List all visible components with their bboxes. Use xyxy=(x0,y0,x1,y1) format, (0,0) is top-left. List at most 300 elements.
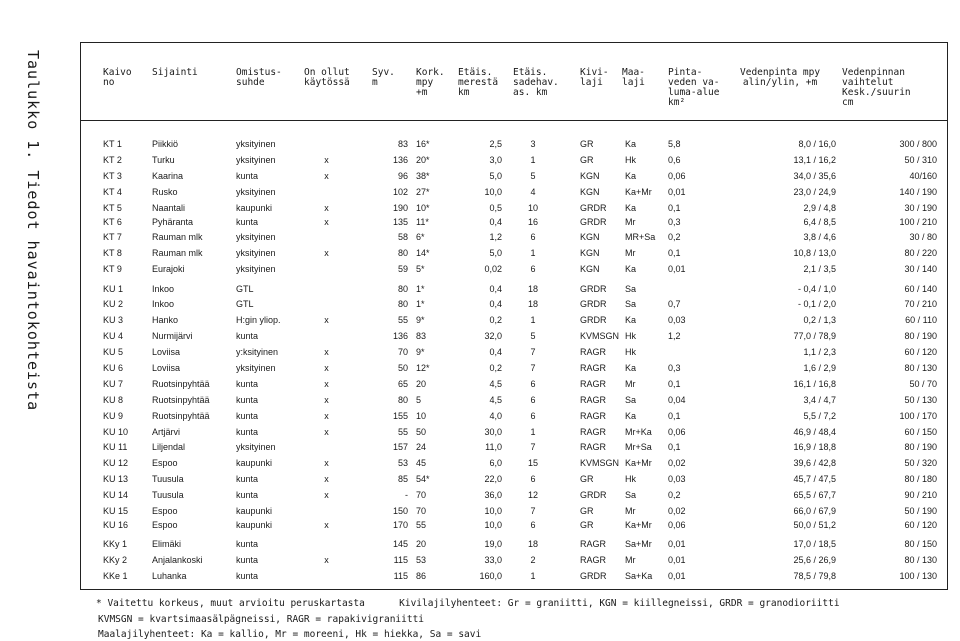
table-cell: 0,01 xyxy=(668,187,686,197)
table-cell: 6,0 xyxy=(489,458,502,468)
table-cell: KU 11 xyxy=(103,442,128,452)
table-cell: 115 xyxy=(393,571,408,581)
table-cell: 38* xyxy=(416,171,430,181)
table-cell: 22,0 xyxy=(484,474,502,484)
table-cell: 5,8 xyxy=(668,139,681,149)
table-cell: 77,0 / 78,9 xyxy=(793,331,836,341)
table-cell: kunta xyxy=(236,171,259,181)
table-cell: kaupunki xyxy=(236,458,273,468)
table-cell: Mr+Ka xyxy=(625,427,652,437)
table-cell: 20* xyxy=(416,155,430,165)
column-header: Sijainti xyxy=(152,67,198,78)
table-cell: kaupunki xyxy=(236,203,273,213)
table-cell: Espoo xyxy=(152,458,178,468)
table-cell: GR xyxy=(580,520,594,530)
table-cell: 7 xyxy=(530,442,536,452)
table-cell: 10* xyxy=(416,203,430,213)
table-cell: 6 xyxy=(530,232,536,242)
table-cell: 86 xyxy=(416,571,427,581)
table-cell: Hk xyxy=(625,347,636,357)
table-cell: 25,6 / 26,9 xyxy=(793,555,836,565)
table-cell: - 0,1 / 2,0 xyxy=(797,299,836,309)
table-cell: 3,0 xyxy=(489,155,502,165)
table-cell: KT 1 xyxy=(103,139,122,149)
table-cell: RAGR xyxy=(580,442,607,452)
table-cell: KU 7 xyxy=(103,379,124,389)
table-cell: Rusko xyxy=(152,187,178,197)
table-cell: yksityinen xyxy=(236,264,276,274)
table-cell: 5* xyxy=(416,264,425,274)
table-cell: Hanko xyxy=(152,315,179,325)
table-cell: Mr xyxy=(625,217,636,227)
table-cell: KGN xyxy=(580,264,600,274)
table-cell: Ruotsinpyhtää xyxy=(152,411,210,421)
table-cell: GRDR xyxy=(580,315,607,325)
table-cell: 80 xyxy=(397,299,408,309)
table-cell: yksityinen xyxy=(236,139,276,149)
table-cell: 30,0 xyxy=(484,427,502,437)
table-cell: 0,3 xyxy=(668,217,681,227)
table-cell: 160,0 xyxy=(479,571,502,581)
table-cell: 27* xyxy=(416,187,430,197)
table-cell: KU 1 xyxy=(103,284,124,294)
table-cell: Sa xyxy=(625,490,637,500)
table-cell: 59 xyxy=(397,264,408,274)
table-cell: 17,0 / 18,5 xyxy=(793,539,836,549)
table-cell: 1 xyxy=(530,315,536,325)
table-cell: Ka+Mr xyxy=(625,187,652,197)
table-cell: Loviisa xyxy=(152,347,181,357)
table-cell: 0,2 xyxy=(668,232,681,242)
table-cell: 50 / 130 xyxy=(904,395,937,405)
table-cell: 100 / 210 xyxy=(899,217,937,227)
table-cell: Tuusula xyxy=(152,490,184,500)
table-cell: 80 / 150 xyxy=(904,539,937,549)
table-cell: 18 xyxy=(527,284,538,294)
table-cell: KGN xyxy=(580,232,600,242)
table-cell: 10,0 xyxy=(484,187,502,197)
table-cell: 50 / 320 xyxy=(904,458,937,468)
table-cell: Ka xyxy=(625,139,637,149)
table-cell: KKy 1 xyxy=(103,539,128,549)
column-header: Vedenpinnan vaihtelut Kesk./suurin cm xyxy=(842,67,911,108)
table-cell: 7 xyxy=(530,363,536,373)
table-cell: x xyxy=(324,474,329,484)
table-cell: 0,7 xyxy=(668,299,681,309)
table-cell: x xyxy=(324,248,329,258)
table-cell: 0,01 xyxy=(668,539,686,549)
table-cell: KU 12 xyxy=(103,458,129,468)
table-cell: Inkoo xyxy=(152,299,175,309)
table-cell: KU 2 xyxy=(103,299,124,309)
table-cell: RAGR xyxy=(580,363,607,373)
footnote-line: Maalajilyhenteet: Ka = kallio, Mr = moreeni, Hk = hiekka, Sa = savi xyxy=(98,629,482,640)
table-cell: 80 / 220 xyxy=(904,248,937,258)
table-cell: 30 / 190 xyxy=(904,203,937,213)
table-cell: GR xyxy=(580,155,594,165)
table-cell: 135 xyxy=(392,217,408,227)
table-cell: 4,0 xyxy=(489,411,502,421)
table-cell: 80 / 190 xyxy=(904,331,937,341)
table-cell: KGN xyxy=(580,171,600,181)
table-cell: 96 xyxy=(397,171,408,181)
table-cell: KU 13 xyxy=(103,474,129,484)
table-cell: KU 3 xyxy=(103,315,124,325)
table-cell: kunta xyxy=(236,571,259,581)
table-cell: Sa xyxy=(625,284,637,294)
table-cell: GRDR xyxy=(580,490,607,500)
table-cell: Mr+Sa xyxy=(625,442,652,452)
table-cell: 5,5 / 7,2 xyxy=(803,411,836,421)
table-cell: 80 xyxy=(397,284,408,294)
table-cell: Hk xyxy=(625,331,636,341)
table-cell: 1,1 / 2,3 xyxy=(803,347,836,357)
table-cell: kaupunki xyxy=(236,520,273,530)
table-cell: yksityinen xyxy=(236,187,276,197)
table-cell: 5 xyxy=(530,171,536,181)
table-cell: 6 xyxy=(530,520,536,530)
table-cell: Ka xyxy=(625,171,637,181)
table-cell: KGN xyxy=(580,248,600,258)
table-cell: 1* xyxy=(416,299,425,309)
table-cell: x xyxy=(324,555,329,565)
table-cell: Ka xyxy=(625,411,637,421)
table-cell: KU 15 xyxy=(103,506,129,516)
table-cell: KU 16 xyxy=(103,520,129,530)
table-cell: 90 / 210 xyxy=(904,490,937,500)
footnote-line: KVMSGN = kvartsimaasälpägneissi, RAGR = rapakivigraniitti xyxy=(98,614,425,625)
table-cell: 0,1 xyxy=(668,203,681,213)
table-cell: 55 xyxy=(397,427,408,437)
table-cell: 60 / 120 xyxy=(904,520,937,530)
table-cell: KT 2 xyxy=(103,155,122,165)
table-cell: GR xyxy=(580,506,594,516)
table-cell: KU 4 xyxy=(103,331,124,341)
table-cell: 50 xyxy=(397,363,408,373)
table-cell: 190 xyxy=(392,203,408,213)
table-cell: 80 / 130 xyxy=(904,363,937,373)
table-cell: 46,9 / 48,4 xyxy=(793,427,836,437)
table-cell: 80 / 190 xyxy=(904,442,937,452)
table-cell: x xyxy=(324,379,329,389)
table-cell: 8,0 / 16,0 xyxy=(798,139,836,149)
table-cell: Tuusula xyxy=(152,474,184,484)
table-cell: 0,2 / 1,3 xyxy=(803,315,836,325)
table-cell: 2 xyxy=(530,555,536,565)
table-cell: 60 / 150 xyxy=(904,427,937,437)
table-cell: 102 xyxy=(392,187,408,197)
table-cell: 0,5 xyxy=(489,203,502,213)
table-cell: 0,03 xyxy=(668,474,686,484)
table-cell: 16,1 / 16,8 xyxy=(793,379,836,389)
table-cell: 20 xyxy=(416,539,427,549)
table-cell: Ka xyxy=(625,363,637,373)
column-header: Etäis. sadehav. as. km xyxy=(513,67,559,98)
table-cell: 4,5 xyxy=(489,379,502,389)
table-cell: 50 / 190 xyxy=(904,506,937,516)
table-cell: KT 6 xyxy=(103,217,122,227)
column-header: Pinta- veden va- luma-alue km² xyxy=(668,67,720,108)
table-cell: KU 8 xyxy=(103,395,124,405)
table-cell: 10,8 / 13,0 xyxy=(793,248,836,258)
table-cell: 7 xyxy=(530,347,536,357)
table-cell: GTL xyxy=(236,299,254,309)
table-cell: 0,04 xyxy=(668,395,686,405)
table-cell: 1,2 xyxy=(668,331,681,341)
table-cell: 15 xyxy=(527,458,538,468)
table-cell: x xyxy=(324,458,329,468)
table-cell: KU 14 xyxy=(103,490,129,500)
column-header: Kivi- laji xyxy=(580,67,609,88)
table-cell: Ka xyxy=(625,315,637,325)
table-cell: RAGR xyxy=(580,395,607,405)
table-cell: 83 xyxy=(397,139,408,149)
table-cell: 0,1 xyxy=(668,411,681,421)
table-cell: 6* xyxy=(416,232,425,242)
column-header: Kork. mpy +m xyxy=(416,67,445,98)
table-cell: 0,4 xyxy=(489,217,502,227)
table-cell: KU 6 xyxy=(103,363,124,373)
table-cell: 34,0 / 35,6 xyxy=(793,171,836,181)
table-cell: RAGR xyxy=(580,347,607,357)
table-cell: 5,0 xyxy=(489,171,502,181)
table-cell: 100 / 170 xyxy=(899,411,937,421)
table-cell: 18 xyxy=(527,539,538,549)
table-cell: yksityinen xyxy=(236,363,276,373)
table-cell: yksityinen xyxy=(236,155,276,165)
table-cell: 0,06 xyxy=(668,520,686,530)
table-cell: Eurajoki xyxy=(152,264,185,274)
table-cell: 3 xyxy=(530,139,536,149)
table-cell: x xyxy=(324,203,329,213)
table-cell: KVMSGN xyxy=(580,458,620,468)
table-cell: 1* xyxy=(416,284,425,294)
column-header: Etäis. merestä km xyxy=(458,67,499,98)
table-cell: 23,0 / 24,9 xyxy=(793,187,836,197)
table-cell: kaupunki xyxy=(236,506,273,516)
table-cell: 0,1 xyxy=(668,442,681,452)
table-cell: Loviisa xyxy=(152,363,181,373)
table-cell: Ka xyxy=(625,264,637,274)
column-header: Syv. m xyxy=(372,67,395,88)
table-cell: 100 / 130 xyxy=(899,571,937,581)
table-cell: 145 xyxy=(392,539,408,549)
table-cell: 5 xyxy=(530,331,536,341)
table-cell: KKe 1 xyxy=(103,571,128,581)
table-cell: GRDR xyxy=(580,299,607,309)
table-cell: 0,06 xyxy=(668,427,686,437)
table-cell: 155 xyxy=(392,411,408,421)
table-cell: Pyhäranta xyxy=(152,217,194,227)
table-cell: 33,0 xyxy=(484,555,502,565)
table-cell: 140 / 190 xyxy=(899,187,937,197)
table-cell: 9* xyxy=(416,315,425,325)
table-cell: Ka+Mr xyxy=(625,458,652,468)
table-cell: 1,6 / 2,9 xyxy=(803,363,836,373)
table-cell: Hk xyxy=(625,155,636,165)
table-cell: x xyxy=(324,315,329,325)
table-cell: 11,0 xyxy=(485,442,502,452)
table-cell: Espoo xyxy=(152,506,178,516)
header-divider xyxy=(80,120,948,121)
table-cell: 16 xyxy=(527,217,538,227)
table-cell: 9* xyxy=(416,347,425,357)
table-cell: 0,01 xyxy=(668,571,686,581)
table-cell: GRDR xyxy=(580,203,607,213)
table-cell: RAGR xyxy=(580,411,607,421)
table-cell: 150 xyxy=(392,506,408,516)
table-cell: 16,9 / 18,8 xyxy=(793,442,836,452)
table-cell: 78,5 / 79,8 xyxy=(793,571,836,581)
table-cell: 2,5 xyxy=(489,139,502,149)
table-cell: 0,02 xyxy=(668,506,686,516)
table-cell: 50 xyxy=(416,427,427,437)
table-cell: GRDR xyxy=(580,284,607,294)
table-cell: Piikkiö xyxy=(152,139,179,149)
table-cell: 12* xyxy=(416,363,430,373)
table-cell: 14* xyxy=(416,248,430,258)
table-cell: 1 xyxy=(530,155,536,165)
table-cell: 45 xyxy=(416,458,427,468)
table-cell: 13,1 / 16,2 xyxy=(793,155,836,165)
table-cell: 53 xyxy=(416,555,427,565)
table-cell: Mr xyxy=(625,379,636,389)
column-header: Kaivo no xyxy=(103,67,132,88)
table-cell: 18 xyxy=(527,299,538,309)
table-cell: x xyxy=(324,347,329,357)
table-cell: 2,9 / 4,8 xyxy=(803,203,836,213)
table-cell: Anjalankoski xyxy=(152,555,203,565)
table-cell: Sa+Mr xyxy=(625,539,652,549)
table-cell: 6 xyxy=(530,411,536,421)
table-cell: 4 xyxy=(530,187,536,197)
table-cell: x xyxy=(324,155,329,165)
table-cell: Kaarina xyxy=(152,171,184,181)
table-title: Taulukko 1. Tiedot havaintokohteista xyxy=(24,50,42,412)
footnote-line: * Vaitettu korkeus, muut arvioitu peruskartasta Kivilajilyhenteet: Gr = graniitti, KGN = kiillegneissi, GRDR = granodioriitti xyxy=(96,598,840,609)
table-cell: Liljendal xyxy=(152,442,186,452)
table-cell: 70 xyxy=(397,347,408,357)
table-cell: Espoo xyxy=(152,520,178,530)
table-cell: 1 xyxy=(530,427,536,437)
table-cell: kunta xyxy=(236,539,259,549)
table-cell: kunta xyxy=(236,490,259,500)
table-cell: 7 xyxy=(530,506,536,516)
table-cell: 50,0 / 51,2 xyxy=(793,520,836,530)
column-header: Maa- laji xyxy=(622,67,645,88)
table-cell: kunta xyxy=(236,395,259,405)
table-cell: GR xyxy=(580,474,594,484)
table-cell: kunta xyxy=(236,379,259,389)
table-cell: 60 / 140 xyxy=(904,284,937,294)
table-cell: 85 xyxy=(397,474,408,484)
table-cell: Mr xyxy=(625,248,636,258)
table-cell: Ka xyxy=(625,203,637,213)
table-cell: Sa xyxy=(625,395,637,405)
table-cell: 65 xyxy=(397,379,408,389)
table-cell: 39,6 / 42,8 xyxy=(793,458,836,468)
table-cell: KU 9 xyxy=(103,411,124,421)
table-cell: 19,0 xyxy=(484,539,502,549)
table-cell: RAGR xyxy=(580,555,607,565)
table-cell: 0,3 xyxy=(668,363,681,373)
table-cell: 6 xyxy=(530,395,536,405)
table-cell: 1 xyxy=(530,571,536,581)
table-cell: 6 xyxy=(530,379,536,389)
table-cell: KT 3 xyxy=(103,171,122,181)
table-cell: Turku xyxy=(152,155,175,165)
table-cell: 157 xyxy=(392,442,408,452)
table-cell: 6,4 / 8,5 xyxy=(803,217,836,227)
table-cell: 0,01 xyxy=(668,264,686,274)
table-cell: 60 / 110 xyxy=(905,315,937,325)
table-cell: 30 / 80 xyxy=(909,232,937,242)
table-cell: 50 / 70 xyxy=(909,379,937,389)
table-cell: 5,0 xyxy=(489,248,502,258)
table-cell: RAGR xyxy=(580,539,607,549)
table-cell: x xyxy=(324,490,329,500)
column-header: Omistus- suhde xyxy=(236,67,282,88)
table-cell: KT 9 xyxy=(103,264,122,274)
table-cell: yksityinen xyxy=(236,248,276,258)
table-cell: KT 7 xyxy=(103,232,122,242)
table-cell: 80 / 180 xyxy=(904,474,937,484)
table-cell: 3,4 / 4,7 xyxy=(803,395,836,405)
table-cell: kunta xyxy=(236,331,259,341)
table-cell: 80 / 130 xyxy=(904,555,937,565)
table-cell: kunta xyxy=(236,217,259,227)
table-cell: KT 8 xyxy=(103,248,122,258)
table-cell: 30 / 140 xyxy=(904,264,937,274)
table-cell: x xyxy=(324,520,329,530)
table-cell: Mr xyxy=(625,555,636,565)
table-cell: Sa+Ka xyxy=(625,571,653,581)
table-cell: Mr xyxy=(625,506,636,516)
table-cell: KKy 2 xyxy=(103,555,128,565)
table-cell: y:ksityinen xyxy=(236,347,279,357)
table-cell: 83 xyxy=(416,331,427,341)
table-cell: 80 xyxy=(397,248,408,258)
table-cell: MR+Sa xyxy=(625,232,656,242)
table-cell: 170 xyxy=(392,520,408,530)
table-cell: 24 xyxy=(416,442,427,452)
table-cell: GTL xyxy=(236,284,254,294)
table-cell: 70 xyxy=(416,490,427,500)
table-cell: x xyxy=(324,427,329,437)
table-cell: KVMSGN xyxy=(580,331,620,341)
table-cell: 1 xyxy=(530,248,536,258)
table-cell: 2,1 / 3,5 xyxy=(803,264,836,274)
table-cell: kunta xyxy=(236,474,259,484)
table-cell: 53 xyxy=(397,458,408,468)
table-cell: 80 xyxy=(397,395,408,405)
table-cell: 0,4 xyxy=(489,299,502,309)
table-cell: 12 xyxy=(527,490,538,500)
table-cell: kunta xyxy=(236,555,259,565)
table-cell: 0,2 xyxy=(489,315,502,325)
table-cell: KU 5 xyxy=(103,347,124,357)
table-cell: 50 / 310 xyxy=(904,155,937,165)
column-header: Vedenpinta mpy alin/ylin, +m xyxy=(740,67,821,88)
table-cell: KT 4 xyxy=(103,187,122,197)
table-cell: kunta xyxy=(236,411,259,421)
table-cell: 0,02 xyxy=(668,458,686,468)
table-cell: Ruotsinpyhtää xyxy=(152,379,210,389)
table-cell: 70 xyxy=(416,506,427,516)
table-cell: Inkoo xyxy=(152,284,175,294)
table-cell: kunta xyxy=(236,427,259,437)
table-cell: x xyxy=(324,395,329,405)
